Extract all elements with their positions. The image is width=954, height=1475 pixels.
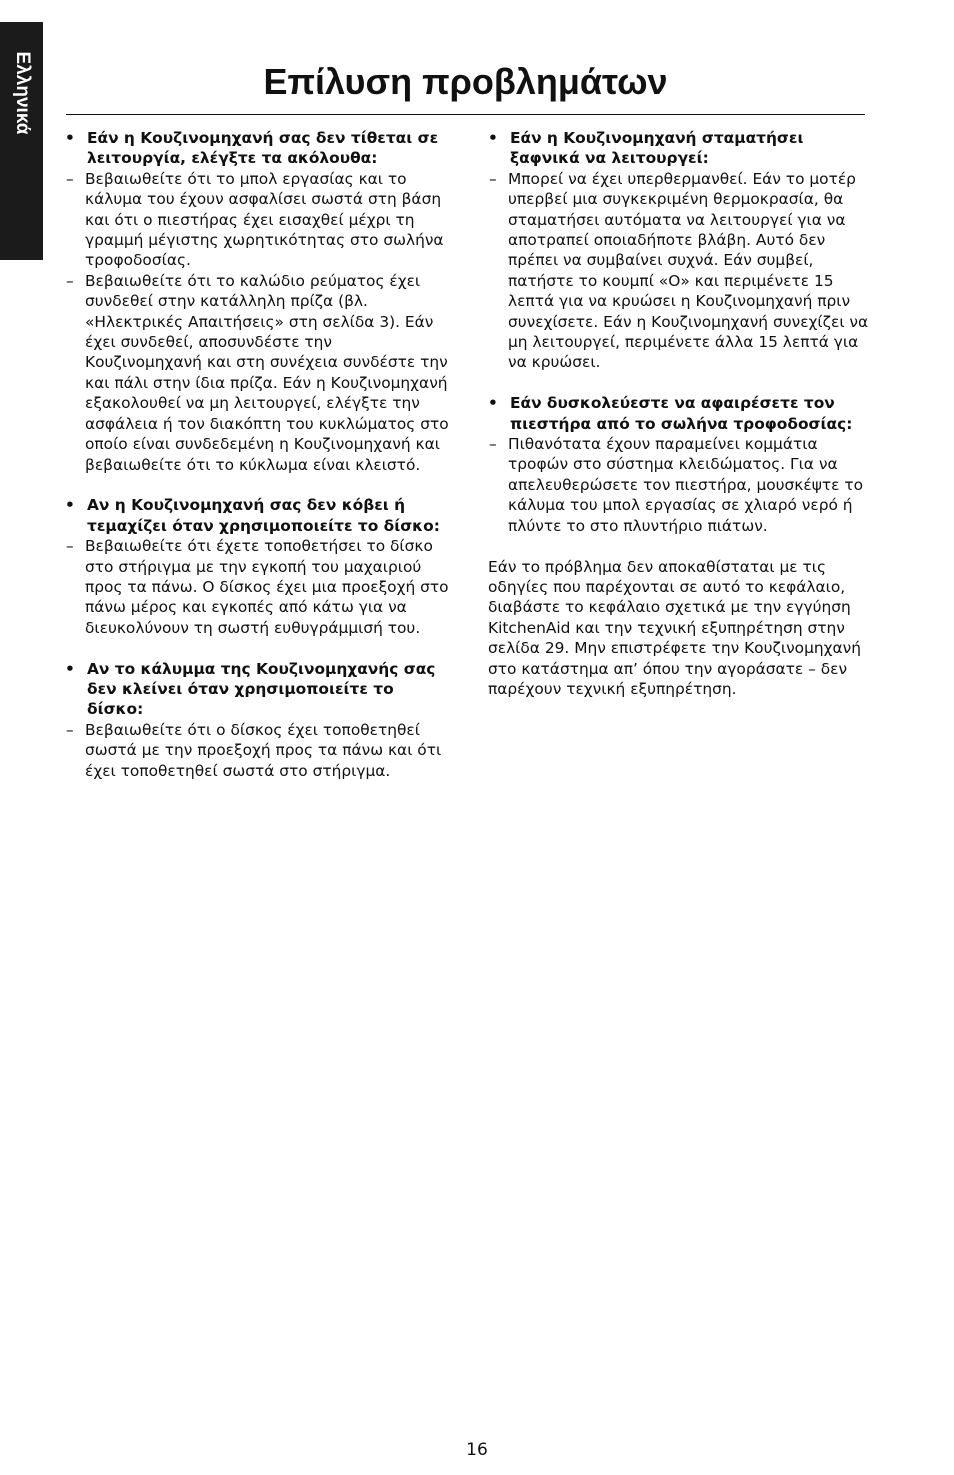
- troubleshooting-section: [488, 393, 872, 536]
- dash-icon: –: [489, 435, 497, 454]
- dash-icon: –: [66, 720, 74, 739]
- list-item: [65, 536, 449, 638]
- section-heading: [488, 128, 872, 169]
- dash-icon: –: [489, 169, 497, 188]
- section-heading: [65, 495, 449, 536]
- right-column: [488, 128, 872, 699]
- section-heading-text: Εάν η Κουζινομηχανή σας δεν τίθεται σε λειτουργία, ελέγξτε τα ακόλουθα:: [87, 129, 439, 168]
- language-side-tab: [0, 22, 43, 260]
- list-item: [65, 271, 449, 475]
- dash-icon: –: [66, 169, 74, 188]
- closing-paragraph: Εάν το πρόβλημα δεν αποκαθίσταται με τις οδηγίες που παρέχονται σε αυτό το κεφάλαιο, διαβάστε το κεφάλαιο σχετικά με την εγγύηση KitchenAid και την τεχνική εξυπηρέτηση στην σελίδα 29. Μην επιστρέφετε την Κουζινομηχανή στο κατάστημα απ’ όπου την αγοράσατε – δεν παρέχουν τεχνική εξυπηρέτηση.: [488, 557, 862, 698]
- troubleshooting-section: [65, 128, 449, 475]
- list-item-text: Μπορεί να έχει υπερθερμανθεί. Εάν το μοτέρ υπερβεί μια συγκεκριμένη θερμοκρασία, θα σταματήσει αυτόματα να λειτουργεί για να αποτραπεί οποιαδήποτε βλάβη. Αυτό δεν πρέπει να συμβαίνει συχνά. Εάν συμβεί, πατήστε το κουμπί «O» και περιμένετε 15 λεπτά για να κρυώσει η Κουζινομηχανή πριν συνεχίσετε. Εάν η Κουζινομηχανή συνεχίζει να μη λειτουργεί, περιμένετε άλλα 15 λεπτά για να κρυώσει.: [508, 169, 869, 372]
- section-heading: [65, 659, 449, 720]
- page-title: Επίλυση προβλημάτων: [263, 61, 668, 102]
- bullet-icon: •: [488, 394, 498, 413]
- list-item-text: Βεβαιωθείτε ότι το καλώδιο ρεύματος έχει συνδεθεί στην κατάλληλη πρίζα (βλ. «Ηλεκτρικές Απαιτήσεις» στη σελίδα 3). Εάν έχει συνδεθεί, αποσυνδέστε την Κουζινομηχανή και στη συνέχεια συνδέστε την και πάλι στην ίδια πρίζα. Εάν η Κουζινομηχανή εξακολουθεί να μη λειτουργεί, ελέγξτε την ασφάλεια ή τον διακόπτη του κυκλώματος στο οποίο είναι συνδεδεμένη η Κουζινομηχανή και βεβαιωθείτε ότι το κύκλωμα είναι κλειστό.: [85, 271, 449, 474]
- troubleshooting-section: [65, 659, 449, 781]
- list-item: [488, 169, 872, 373]
- troubleshooting-section: [65, 495, 449, 638]
- bullet-icon: •: [65, 659, 75, 678]
- title-divider: [66, 114, 865, 115]
- section-heading: [65, 128, 449, 169]
- troubleshooting-section: [488, 128, 872, 373]
- left-column: [65, 128, 449, 801]
- list-item: [65, 169, 449, 271]
- list-item-text: Βεβαιωθείτε ότι ο δίσκος έχει τοποθετηθεί σωστά με την προεξοχή προς τα πάνω και ότι έχει τοποθετηθεί σωστά στο στήριγμα.: [85, 720, 442, 780]
- section-heading-text: Αν το κάλυμμα της Κουζινομηχανής σας δεν κλείνει όταν χρησιμοποιείτε το δίσκο:: [87, 659, 436, 719]
- page-number: 16: [466, 1440, 488, 1460]
- list-item: [488, 434, 872, 536]
- list-item-text: Βεβαιωθείτε ότι έχετε τοποθετήσει το δίσκο στο στήριγμα με την εγκοπή του μαχαιριού προς τα πάνω. Ο δίσκος έχει μια προεξοχή στο πάνω μέρος και εγκοπές από κάτω για να διευκολύνουν τη σωστή ευθυγράμμισή του.: [85, 537, 449, 637]
- dash-icon: –: [66, 537, 74, 556]
- section-heading-text: Αν η Κουζινομηχανή σας δεν κόβει ή τεμαχίζει όταν χρησιμοποιείτε το δίσκο:: [87, 496, 440, 535]
- dash-icon: –: [66, 271, 74, 290]
- bullet-icon: •: [65, 129, 75, 147]
- bullet-icon: •: [65, 496, 75, 515]
- section-heading-text: Εάν η Κουζινομηχανή σταματήσει ξαφνικά να λειτουργεί:: [510, 129, 804, 168]
- language-tab-label: Ελληνικά: [11, 51, 33, 135]
- bullet-icon: •: [488, 129, 498, 147]
- section-heading-text: Εάν δυσκολεύεστε να αφαιρέσετε τον πιεστήρα από το σωλήνα τροφοδοσίας:: [510, 394, 853, 433]
- list-item-text: Βεβαιωθείτε ότι το μπολ εργασίας και το κάλυμα του έχουν ασφαλίσει σωστά στη βάση και ότι ο πιεστήρας έχει εισαχθεί μέχρι τη γραμμή μέγιστης χωρητικότητας στο σωλήνα τροφοδοσίας.: [85, 169, 444, 270]
- list-item-text: Πιθανότατα έχουν παραμείνει κομμάτια τροφών στο σύστημα κλειδώματος. Για να απελευθερώσετε τον πιεστήρα, μουσκέψτε το κάλυμα του μπολ εργασίας σε χλιαρό νερό ή πλύντε το στο πλυντήριο πιάτων.: [508, 435, 864, 535]
- list-item: [65, 720, 449, 781]
- section-heading: [488, 393, 872, 434]
